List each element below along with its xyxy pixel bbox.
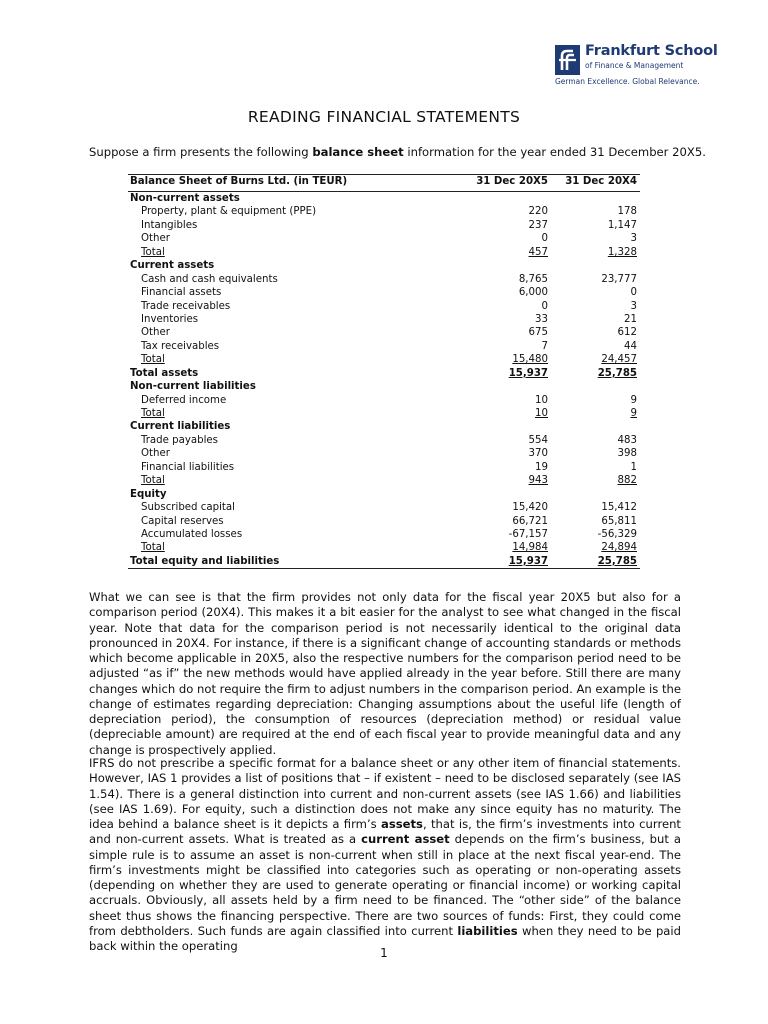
value-20x5: 675 <box>528 327 548 339</box>
row-label: Financial assets <box>141 287 222 299</box>
value-20x5: 19 <box>535 461 548 473</box>
row-label: Property, plant & equipment (PPE) <box>141 206 317 218</box>
balance-sheet-table <box>128 174 640 569</box>
page-number: 1 <box>380 946 388 960</box>
value-20x4: 23,777 <box>601 273 637 285</box>
frankfurt-school-logo <box>555 43 718 87</box>
value-20x5: 554 <box>528 434 548 446</box>
table-row <box>128 205 640 218</box>
row-label: Total <box>141 542 165 554</box>
row-label: Intangibles <box>141 219 198 231</box>
value-20x4: 21 <box>624 313 637 325</box>
table-row <box>128 340 640 353</box>
logo-name: Frankfurt School <box>585 43 718 59</box>
balance-sheet-header <box>128 174 640 192</box>
value-20x4: 9 <box>630 394 637 406</box>
section-heading: Current liabilities <box>130 421 231 433</box>
intro-text-after: information for the year ended 31 December 20X5. <box>403 145 706 159</box>
table-row <box>128 541 640 554</box>
table-row <box>128 488 640 501</box>
table-row <box>128 300 640 313</box>
table-row <box>128 259 640 272</box>
value-20x4: 24,894 <box>601 542 637 554</box>
value-20x4: 398 <box>617 448 637 460</box>
row-label: Financial liabilities <box>141 461 235 473</box>
value-20x4: 9 <box>630 408 637 419</box>
table-row <box>128 555 640 569</box>
value-20x5: 237 <box>528 219 548 231</box>
table-row <box>128 273 640 286</box>
value-20x5: 15,937 <box>508 367 548 379</box>
table-row <box>128 407 640 420</box>
section-heading: Current assets <box>130 260 215 272</box>
value-20x5: 0 <box>541 300 548 312</box>
section-heading: Non-current liabilities <box>130 381 256 393</box>
row-label: Other <box>141 233 170 245</box>
value-20x5: 10 <box>535 408 548 419</box>
paragraph-comparison-period: What we can see is that the firm provides not only data for the fiscal year 20X5 but also for a comparison period (20X4). This makes it a bit easier for the analyst to see what changed in the fiscal year. Note that data for the comparison period is not necessarily identical to the original data pronounced in 20X4. For instance, if there is a significant change of accounting standards or methods which become applicable in 20X5, also the respective numbers for the comparison period need to be adjusted “as if” the new methods would have applied already in the year before. Still there are many changes which do not require the firm to adjust numbers in the comparison period. An example is the change of estimates regarding depreciation: Changing assumptions about the useful life (length of depreciation period), the consumption of resources (depreciation method) or residual value (depreciable amount) are required at the end of each fiscal year to provide meaningful data and any change is prospectively applied. <box>89 590 681 757</box>
logo-emblem-icon <box>555 45 580 75</box>
paragraph2-text-4: when they need to be paid back within the operating <box>89 923 681 953</box>
value-20x4: 3 <box>630 233 637 245</box>
row-label: Total <box>141 475 165 487</box>
row-label: Deferred income <box>141 394 227 406</box>
table-row <box>128 286 640 299</box>
value-20x5: 6,000 <box>518 287 548 299</box>
bold-term-liabilities: liabilities <box>457 923 518 938</box>
table-row <box>128 434 640 447</box>
paragraph2-text-2: , that is, the firm’s investments into current and non-current assets. What is treated as a <box>89 817 681 847</box>
table-row <box>128 420 640 433</box>
value-20x5: 7 <box>541 340 548 352</box>
row-label: Total equity and liabilities <box>130 555 280 567</box>
value-20x5: 15,420 <box>512 502 548 514</box>
bold-term-assets: assets <box>381 817 423 831</box>
row-label: Tax receivables <box>141 340 220 352</box>
row-label: Total <box>141 246 165 258</box>
table-row <box>128 474 640 487</box>
paragraph2-text-3: depends on the firm’s business, but a simple rule is to assume an asset is non-current when still in place at the next fiscal year-end. The firm’s investments might be classified into categories such as operating or non-operating assets (depending on whether they are used to generate operating or financial income) or working capital accruals. Obviously, all assets held by a firm need to be financed. The “other side” of the balance sheet thus shows the financing perspective. There are two sources of funds: First, they could come from debtholders. Such funds are again classified into current <box>89 832 681 938</box>
header-label: Balance Sheet of Burns Ltd. (in TEUR) <box>130 176 348 187</box>
value-20x5: 15,480 <box>512 354 548 366</box>
row-label: Total <box>141 354 165 366</box>
value-20x4: 1,328 <box>607 246 637 258</box>
paragraph-ifrs-format <box>89 756 681 954</box>
table-row <box>128 219 640 232</box>
row-label: Inventories <box>141 313 199 325</box>
row-label: Subscribed capital <box>141 502 235 514</box>
value-20x4: 25,785 <box>597 367 637 379</box>
document-title: READING FINANCIAL STATEMENTS <box>247 108 521 126</box>
value-20x5: 370 <box>528 448 548 460</box>
value-20x4: 65,811 <box>601 515 637 527</box>
value-20x5: 33 <box>535 313 548 325</box>
row-label: Accumulated losses <box>141 528 243 540</box>
value-20x5: 66,721 <box>512 515 548 527</box>
value-20x5: 8,765 <box>518 273 548 285</box>
paragraph2-text-1: IFRS do not prescribe a specific format for a balance sheet or any other item of financial statements. However, IAS 1 provides a list of positions that – if existent – need to be disclosed separately (see IAS 1.54). There is a general distinction into current and non-current assets (see IAS 1.66) and liabilities (see IAS 1.69). For equity, such a distinction does not make any since equity has no maturity. The idea behind a balance sheet is it depicts a firm’s <box>89 756 681 831</box>
table-row <box>128 326 640 339</box>
value-20x5: 10 <box>535 394 548 406</box>
row-label: Trade payables <box>141 434 218 446</box>
value-20x4: 178 <box>617 206 637 218</box>
value-20x4: 612 <box>617 327 637 339</box>
table-row <box>128 246 640 259</box>
row-label: Cash and cash equivalents <box>141 273 278 285</box>
value-20x4: 483 <box>617 434 637 446</box>
row-label: Other <box>141 448 170 460</box>
intro-text-before: Suppose a firm presents the following <box>89 145 313 159</box>
value-20x4: 24,457 <box>601 354 637 366</box>
section-heading: Non-current assets <box>130 193 240 204</box>
table-row <box>128 192 640 205</box>
value-20x5: 14,984 <box>512 542 548 554</box>
row-label: Total <box>141 408 165 419</box>
value-20x5: 457 <box>528 246 548 258</box>
table-row <box>128 313 640 326</box>
value-20x5: 15,937 <box>508 555 548 567</box>
logo-tagline: German Excellence. Global Relevance. <box>555 77 700 86</box>
table-row <box>128 380 640 393</box>
table-row <box>128 515 640 528</box>
value-20x4: -56,329 <box>597 528 637 540</box>
value-20x4: 1 <box>630 461 637 473</box>
value-20x4: 882 <box>617 475 637 487</box>
intro-sentence <box>89 145 706 159</box>
header-col-20x5: 31 Dec 20X5 <box>476 176 548 187</box>
value-20x4: 1,147 <box>607 219 637 231</box>
value-20x5: 943 <box>528 475 548 487</box>
table-row <box>128 353 640 366</box>
value-20x4: 3 <box>630 300 637 312</box>
table-row <box>128 367 640 380</box>
row-label: Trade receivables <box>141 300 231 312</box>
value-20x5: 0 <box>541 233 548 245</box>
row-label: Capital reserves <box>141 515 224 527</box>
value-20x5: 220 <box>528 206 548 218</box>
table-row <box>128 501 640 514</box>
section-heading: Equity <box>130 488 167 500</box>
table-row <box>128 394 640 407</box>
table-row <box>128 447 640 460</box>
value-20x4: 15,412 <box>601 502 637 514</box>
value-20x4: 0 <box>630 287 637 299</box>
intro-bold-term: balance sheet <box>312 145 404 159</box>
balance-sheet-rows <box>128 192 640 569</box>
value-20x5: -67,157 <box>508 528 548 540</box>
table-row <box>128 528 640 541</box>
row-label: Total assets <box>130 367 199 379</box>
value-20x4: 25,785 <box>597 555 637 567</box>
row-label: Other <box>141 327 170 339</box>
bold-term-current-asset: current asset <box>361 832 450 847</box>
value-20x4: 44 <box>624 340 637 352</box>
table-row <box>128 232 640 245</box>
logo-subtitle: of Finance & Management <box>585 61 684 70</box>
header-col-20x4: 31 Dec 20X4 <box>565 176 637 187</box>
table-row <box>128 461 640 474</box>
